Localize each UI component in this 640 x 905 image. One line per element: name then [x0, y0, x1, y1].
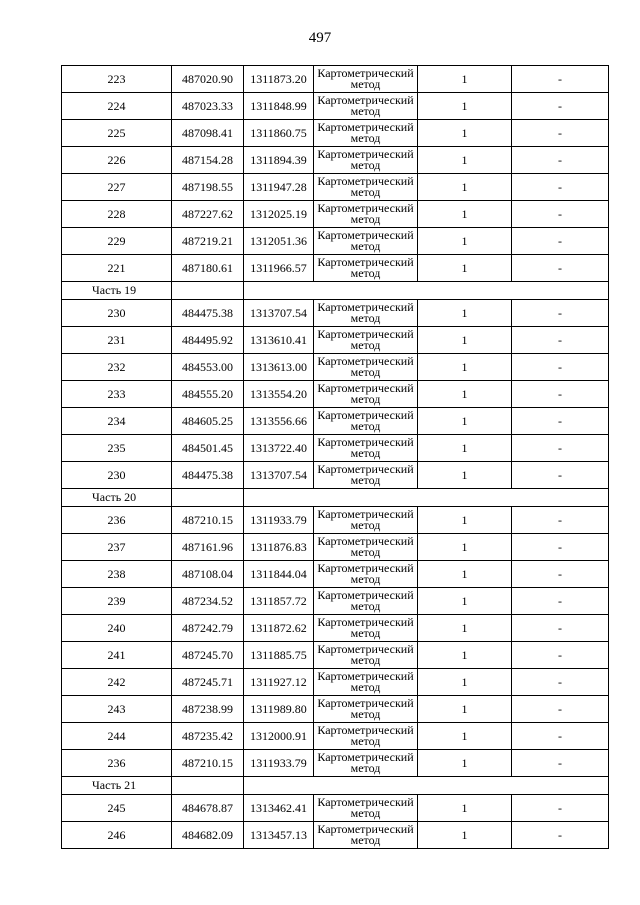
- method-cell: [314, 642, 418, 669]
- method-line-2: метод: [350, 338, 381, 352]
- note-cell: -: [512, 120, 609, 147]
- note-cell: -: [512, 723, 609, 750]
- x-coordinate-cell: 484555.20: [172, 381, 244, 408]
- table-row: [62, 93, 609, 120]
- method-cell: [314, 435, 418, 462]
- point-id-cell: 225: [62, 120, 172, 147]
- method-line-1: Картометрический: [317, 435, 414, 449]
- method-line-1: Картометрический: [317, 696, 414, 710]
- method-cell: [314, 561, 418, 588]
- point-id-cell: 244: [62, 723, 172, 750]
- method-line-2: метод: [350, 806, 381, 820]
- precision-cell: 1: [418, 669, 512, 696]
- point-id-cell: 241: [62, 642, 172, 669]
- section-empty-cell: [172, 489, 244, 507]
- method-cell: [314, 462, 418, 489]
- y-coordinate-cell: 1313707.54: [244, 300, 314, 327]
- method-line-1: Картометрический: [317, 795, 414, 809]
- method-line-1: Картометрический: [317, 588, 414, 602]
- y-coordinate-cell: 1313462.41: [244, 795, 314, 822]
- method-cell: [314, 822, 418, 849]
- section-empty-cell: [244, 489, 609, 507]
- method-line-2: метод: [350, 212, 381, 226]
- x-coordinate-cell: 487219.21: [172, 228, 244, 255]
- method-line-1: Картометрический: [317, 507, 414, 521]
- point-id-cell: 238: [62, 561, 172, 588]
- method-cell: [314, 507, 418, 534]
- x-coordinate-cell: 487154.28: [172, 147, 244, 174]
- point-id-cell: 232: [62, 354, 172, 381]
- note-cell: -: [512, 822, 609, 849]
- table-row: [62, 66, 609, 93]
- precision-cell: 1: [418, 507, 512, 534]
- x-coordinate-cell: 487245.70: [172, 642, 244, 669]
- point-id-cell: 235: [62, 435, 172, 462]
- table-row: [62, 750, 609, 777]
- precision-cell: 1: [418, 534, 512, 561]
- y-coordinate-cell: 1313722.40: [244, 435, 314, 462]
- x-coordinate-cell: 484475.38: [172, 462, 244, 489]
- x-coordinate-cell: 487180.61: [172, 255, 244, 282]
- precision-cell: 1: [418, 120, 512, 147]
- x-coordinate-cell: 487235.42: [172, 723, 244, 750]
- method-line-1: Картометрический: [317, 462, 414, 476]
- note-cell: -: [512, 534, 609, 561]
- method-cell: [314, 381, 418, 408]
- x-coordinate-cell: 487020.90: [172, 66, 244, 93]
- method-line-2: метод: [350, 626, 381, 640]
- method-cell: [314, 327, 418, 354]
- table-row: [62, 300, 609, 327]
- y-coordinate-cell: 1312000.91: [244, 723, 314, 750]
- table-row: [62, 408, 609, 435]
- precision-cell: 1: [418, 696, 512, 723]
- y-coordinate-cell: 1311857.72: [244, 588, 314, 615]
- section-label: Часть 21: [62, 777, 172, 795]
- x-coordinate-cell: 484495.92: [172, 327, 244, 354]
- method-line-1: Картометрический: [317, 642, 414, 656]
- precision-cell: 1: [418, 795, 512, 822]
- point-id-cell: 237: [62, 534, 172, 561]
- y-coordinate-cell: 1311876.83: [244, 534, 314, 561]
- precision-cell: 1: [418, 462, 512, 489]
- table-row: [62, 561, 609, 588]
- point-id-cell: 231: [62, 327, 172, 354]
- method-line-2: метод: [350, 419, 381, 433]
- method-line-2: метод: [350, 392, 381, 406]
- table-row: [62, 435, 609, 462]
- point-id-cell: 242: [62, 669, 172, 696]
- method-line-2: метод: [350, 518, 381, 532]
- point-id-cell: 229: [62, 228, 172, 255]
- table-row: [62, 723, 609, 750]
- method-line-1: Картометрический: [317, 354, 414, 368]
- y-coordinate-cell: 1313613.00: [244, 354, 314, 381]
- precision-cell: 1: [418, 327, 512, 354]
- note-cell: -: [512, 435, 609, 462]
- point-id-cell: 234: [62, 408, 172, 435]
- table-row: [62, 507, 609, 534]
- method-line-1: Картометрический: [317, 669, 414, 683]
- method-line-1: Картометрический: [317, 93, 414, 107]
- precision-cell: 1: [418, 255, 512, 282]
- method-line-1: Картометрический: [317, 822, 414, 836]
- method-line-1: Картометрический: [317, 750, 414, 764]
- note-cell: -: [512, 462, 609, 489]
- section-empty-cell: [172, 282, 244, 300]
- section-empty-cell: [172, 777, 244, 795]
- method-line-2: метод: [350, 104, 381, 118]
- table-row: [62, 147, 609, 174]
- precision-cell: 1: [418, 561, 512, 588]
- table-row: [62, 822, 609, 849]
- x-coordinate-cell: 487234.52: [172, 588, 244, 615]
- table-row: [62, 327, 609, 354]
- table-row: [62, 174, 609, 201]
- method-line-2: метод: [350, 761, 381, 775]
- note-cell: -: [512, 588, 609, 615]
- y-coordinate-cell: 1311933.79: [244, 507, 314, 534]
- method-line-1: Картометрический: [317, 408, 414, 422]
- x-coordinate-cell: 487198.55: [172, 174, 244, 201]
- precision-cell: 1: [418, 588, 512, 615]
- method-cell: [314, 669, 418, 696]
- point-id-cell: 223: [62, 66, 172, 93]
- x-coordinate-cell: 484605.25: [172, 408, 244, 435]
- x-coordinate-cell: 487227.62: [172, 201, 244, 228]
- method-cell: [314, 201, 418, 228]
- precision-cell: 1: [418, 93, 512, 120]
- method-line-2: метод: [350, 185, 381, 199]
- y-coordinate-cell: 1311848.99: [244, 93, 314, 120]
- method-cell: [314, 93, 418, 120]
- method-line-2: метод: [350, 473, 381, 487]
- precision-cell: 1: [418, 300, 512, 327]
- precision-cell: 1: [418, 381, 512, 408]
- method-line-2: метод: [350, 653, 381, 667]
- method-line-2: метод: [350, 311, 381, 325]
- y-coordinate-cell: 1313707.54: [244, 462, 314, 489]
- section-label: Часть 19: [62, 282, 172, 300]
- method-line-2: метод: [350, 833, 381, 847]
- y-coordinate-cell: 1313610.41: [244, 327, 314, 354]
- y-coordinate-cell: 1311872.62: [244, 615, 314, 642]
- method-line-2: метод: [350, 680, 381, 694]
- x-coordinate-cell: 487023.33: [172, 93, 244, 120]
- method-cell: [314, 795, 418, 822]
- table-row: [62, 255, 609, 282]
- table-row: [62, 462, 609, 489]
- note-cell: -: [512, 147, 609, 174]
- section-row: [62, 489, 609, 507]
- method-line-1: Картометрический: [317, 561, 414, 575]
- section-label: Часть 20: [62, 489, 172, 507]
- precision-cell: 1: [418, 822, 512, 849]
- method-cell: [314, 696, 418, 723]
- table-row: [62, 588, 609, 615]
- point-id-cell: 236: [62, 750, 172, 777]
- note-cell: -: [512, 174, 609, 201]
- method-cell: [314, 615, 418, 642]
- method-line-2: метод: [350, 239, 381, 253]
- method-line-1: Картометрический: [317, 381, 414, 395]
- precision-cell: 1: [418, 174, 512, 201]
- method-line-2: метод: [350, 266, 381, 280]
- table-row: [62, 120, 609, 147]
- precision-cell: 1: [418, 615, 512, 642]
- note-cell: -: [512, 795, 609, 822]
- method-line-2: метод: [350, 446, 381, 460]
- method-line-1: Картометрический: [317, 201, 414, 215]
- y-coordinate-cell: 1311860.75: [244, 120, 314, 147]
- y-coordinate-cell: 1313556.66: [244, 408, 314, 435]
- point-id-cell: 221: [62, 255, 172, 282]
- x-coordinate-cell: 487098.41: [172, 120, 244, 147]
- method-line-2: метод: [350, 572, 381, 586]
- method-line-2: метод: [350, 77, 381, 91]
- section-empty-cell: [244, 282, 609, 300]
- precision-cell: 1: [418, 201, 512, 228]
- method-cell: [314, 255, 418, 282]
- precision-cell: 1: [418, 228, 512, 255]
- note-cell: -: [512, 93, 609, 120]
- note-cell: -: [512, 300, 609, 327]
- y-coordinate-cell: 1311894.39: [244, 147, 314, 174]
- method-cell: [314, 588, 418, 615]
- table-row: [62, 669, 609, 696]
- method-line-1: Картометрический: [317, 300, 414, 314]
- x-coordinate-cell: 487108.04: [172, 561, 244, 588]
- point-id-cell: 224: [62, 93, 172, 120]
- y-coordinate-cell: 1312025.19: [244, 201, 314, 228]
- x-coordinate-cell: 487161.96: [172, 534, 244, 561]
- point-id-cell: 228: [62, 201, 172, 228]
- page-number: 497: [308, 30, 332, 46]
- method-cell: [314, 120, 418, 147]
- method-line-2: метод: [350, 545, 381, 559]
- table-row: [62, 534, 609, 561]
- coordinates-table: [61, 65, 609, 849]
- point-id-cell: 230: [62, 462, 172, 489]
- section-row: [62, 777, 609, 795]
- method-line-1: Картометрический: [317, 66, 414, 80]
- x-coordinate-cell: 487238.99: [172, 696, 244, 723]
- table-row: [62, 201, 609, 228]
- point-id-cell: 226: [62, 147, 172, 174]
- method-cell: [314, 147, 418, 174]
- precision-cell: 1: [418, 642, 512, 669]
- point-id-cell: 233: [62, 381, 172, 408]
- note-cell: -: [512, 327, 609, 354]
- table-row: [62, 696, 609, 723]
- method-line-1: Картометрический: [317, 174, 414, 188]
- table-row: [62, 642, 609, 669]
- point-id-cell: 246: [62, 822, 172, 849]
- y-coordinate-cell: 1311885.75: [244, 642, 314, 669]
- y-coordinate-cell: 1311947.28: [244, 174, 314, 201]
- precision-cell: 1: [418, 750, 512, 777]
- note-cell: -: [512, 201, 609, 228]
- method-line-2: метод: [350, 599, 381, 613]
- section-row: [62, 282, 609, 300]
- note-cell: -: [512, 615, 609, 642]
- note-cell: -: [512, 642, 609, 669]
- method-line-2: метод: [350, 131, 381, 145]
- method-line-1: Картометрический: [317, 327, 414, 341]
- method-line-2: метод: [350, 158, 381, 172]
- section-empty-cell: [244, 777, 609, 795]
- x-coordinate-cell: 487210.15: [172, 507, 244, 534]
- y-coordinate-cell: 1311989.80: [244, 696, 314, 723]
- precision-cell: 1: [418, 723, 512, 750]
- table-row: [62, 228, 609, 255]
- precision-cell: 1: [418, 66, 512, 93]
- method-line-2: метод: [350, 734, 381, 748]
- x-coordinate-cell: 487210.15: [172, 750, 244, 777]
- method-cell: [314, 408, 418, 435]
- note-cell: -: [512, 255, 609, 282]
- point-id-cell: 230: [62, 300, 172, 327]
- method-cell: [314, 723, 418, 750]
- method-line-1: Картометрический: [317, 615, 414, 629]
- note-cell: -: [512, 669, 609, 696]
- note-cell: -: [512, 354, 609, 381]
- point-id-cell: 243: [62, 696, 172, 723]
- method-cell: [314, 66, 418, 93]
- note-cell: -: [512, 228, 609, 255]
- x-coordinate-cell: 484682.09: [172, 822, 244, 849]
- x-coordinate-cell: 484553.00: [172, 354, 244, 381]
- y-coordinate-cell: 1313457.13: [244, 822, 314, 849]
- method-line-1: Картометрический: [317, 120, 414, 134]
- point-id-cell: 227: [62, 174, 172, 201]
- point-id-cell: 239: [62, 588, 172, 615]
- method-line-1: Картометрический: [317, 534, 414, 548]
- note-cell: -: [512, 696, 609, 723]
- note-cell: -: [512, 408, 609, 435]
- precision-cell: 1: [418, 354, 512, 381]
- method-cell: [314, 300, 418, 327]
- note-cell: -: [512, 66, 609, 93]
- table-row: [62, 354, 609, 381]
- x-coordinate-cell: 487245.71: [172, 669, 244, 696]
- y-coordinate-cell: 1312051.36: [244, 228, 314, 255]
- point-id-cell: 245: [62, 795, 172, 822]
- point-id-cell: 236: [62, 507, 172, 534]
- method-line-1: Картометрический: [317, 228, 414, 242]
- y-coordinate-cell: 1311927.12: [244, 669, 314, 696]
- table-row: [62, 381, 609, 408]
- method-line-1: Картометрический: [317, 147, 414, 161]
- y-coordinate-cell: 1311933.79: [244, 750, 314, 777]
- note-cell: -: [512, 507, 609, 534]
- method-cell: [314, 174, 418, 201]
- method-cell: [314, 534, 418, 561]
- method-cell: [314, 228, 418, 255]
- y-coordinate-cell: 1313554.20: [244, 381, 314, 408]
- y-coordinate-cell: 1311966.57: [244, 255, 314, 282]
- method-line-1: Картометрический: [317, 723, 414, 737]
- x-coordinate-cell: 484475.38: [172, 300, 244, 327]
- x-coordinate-cell: 484501.45: [172, 435, 244, 462]
- note-cell: -: [512, 381, 609, 408]
- method-cell: [314, 354, 418, 381]
- method-line-1: Картометрический: [317, 255, 414, 269]
- y-coordinate-cell: 1311873.20: [244, 66, 314, 93]
- method-line-2: метод: [350, 707, 381, 721]
- precision-cell: 1: [418, 435, 512, 462]
- table-row: [62, 615, 609, 642]
- method-line-2: метод: [350, 365, 381, 379]
- table-row: [62, 795, 609, 822]
- precision-cell: 1: [418, 147, 512, 174]
- x-coordinate-cell: 484678.87: [172, 795, 244, 822]
- x-coordinate-cell: 487242.79: [172, 615, 244, 642]
- note-cell: -: [512, 750, 609, 777]
- precision-cell: 1: [418, 408, 512, 435]
- coordinates-table-body: [62, 66, 609, 849]
- note-cell: -: [512, 561, 609, 588]
- y-coordinate-cell: 1311844.04: [244, 561, 314, 588]
- method-cell: [314, 750, 418, 777]
- point-id-cell: 240: [62, 615, 172, 642]
